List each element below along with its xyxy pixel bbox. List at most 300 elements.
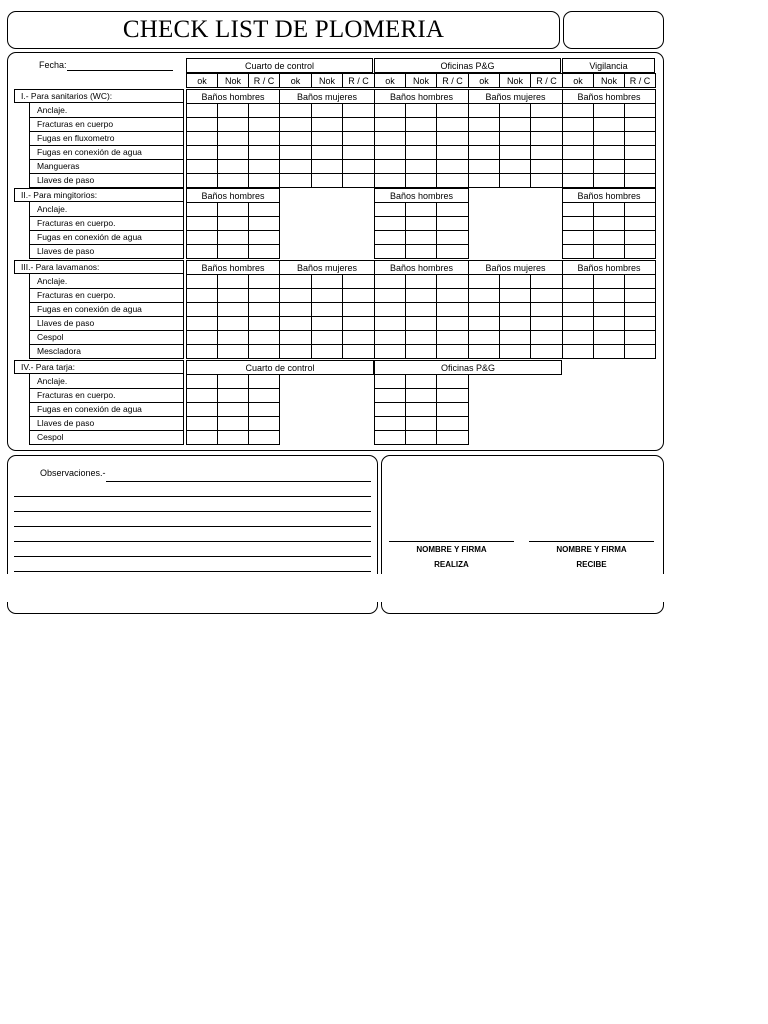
check-cell[interactable] xyxy=(279,103,312,118)
check-cell[interactable] xyxy=(279,330,312,345)
check-cell[interactable] xyxy=(279,131,312,146)
status-header-rc: R / C xyxy=(530,73,563,88)
check-cell[interactable] xyxy=(217,374,249,389)
check-cell[interactable] xyxy=(217,416,249,431)
check-cell[interactable] xyxy=(562,316,594,331)
check-cell[interactable] xyxy=(593,117,625,132)
check-cell[interactable] xyxy=(374,216,406,231)
check-cell[interactable] xyxy=(624,117,656,132)
check-cell[interactable] xyxy=(405,274,437,289)
item-label: Fugas en fluxometro xyxy=(29,131,184,146)
check-cell[interactable] xyxy=(562,202,594,217)
group-header: Baños hombres xyxy=(186,188,280,203)
check-cell[interactable] xyxy=(593,230,625,245)
observaciones-line-1[interactable] xyxy=(14,496,371,497)
check-cell[interactable] xyxy=(624,202,656,217)
check-cell[interactable] xyxy=(342,145,375,160)
status-header-ok: ok xyxy=(562,73,594,88)
check-cell[interactable] xyxy=(374,244,406,259)
check-cell[interactable] xyxy=(374,202,406,217)
recibe-signature-line[interactable] xyxy=(529,541,654,542)
group-header: Oficinas P&G xyxy=(374,360,562,375)
check-cell[interactable] xyxy=(186,230,218,245)
check-cell[interactable] xyxy=(311,145,343,160)
check-cell[interactable] xyxy=(468,103,500,118)
check-cell[interactable] xyxy=(217,216,249,231)
check-cell[interactable] xyxy=(186,330,218,345)
check-cell[interactable] xyxy=(562,344,594,359)
section-title: I.- Para sanitarios (WC): xyxy=(14,89,184,103)
check-cell[interactable] xyxy=(279,145,312,160)
check-cell[interactable] xyxy=(248,344,280,359)
check-cell[interactable] xyxy=(342,131,375,146)
check-cell[interactable] xyxy=(405,103,437,118)
check-cell[interactable] xyxy=(186,159,218,174)
check-cell[interactable] xyxy=(593,159,625,174)
check-cell[interactable] xyxy=(436,202,469,217)
item-label: Fracturas en cuerpo. xyxy=(29,388,184,403)
item-label: Mescladora xyxy=(29,344,184,359)
check-cell[interactable] xyxy=(374,145,406,160)
check-cell[interactable] xyxy=(562,230,594,245)
observaciones-line-4[interactable] xyxy=(14,541,371,542)
check-cell[interactable] xyxy=(374,330,406,345)
check-cell[interactable] xyxy=(311,131,343,146)
check-cell[interactable] xyxy=(374,416,406,431)
check-cell[interactable] xyxy=(342,316,375,331)
check-cell[interactable] xyxy=(499,103,531,118)
check-cell[interactable] xyxy=(186,202,218,217)
check-cell[interactable] xyxy=(405,330,437,345)
check-cell[interactable] xyxy=(562,330,594,345)
check-cell[interactable] xyxy=(405,316,437,331)
check-cell[interactable] xyxy=(311,159,343,174)
check-cell[interactable] xyxy=(248,330,280,345)
check-cell[interactable] xyxy=(530,316,563,331)
check-cell[interactable] xyxy=(311,288,343,303)
check-cell[interactable] xyxy=(405,302,437,317)
check-cell[interactable] xyxy=(530,145,563,160)
check-cell[interactable] xyxy=(217,288,249,303)
check-cell[interactable] xyxy=(468,302,500,317)
check-cell[interactable] xyxy=(279,344,312,359)
check-cell[interactable] xyxy=(217,173,249,188)
check-cell[interactable] xyxy=(217,202,249,217)
item-label: Mangueras xyxy=(29,159,184,174)
check-cell[interactable] xyxy=(405,416,437,431)
check-cell[interactable] xyxy=(405,430,437,445)
check-cell[interactable] xyxy=(405,216,437,231)
check-cell[interactable] xyxy=(186,374,218,389)
check-cell[interactable] xyxy=(374,388,406,403)
check-cell[interactable] xyxy=(186,288,218,303)
check-cell[interactable] xyxy=(436,302,469,317)
item-label: Anclaje. xyxy=(29,274,184,289)
check-cell[interactable] xyxy=(217,316,249,331)
check-cell[interactable] xyxy=(468,117,500,132)
check-cell[interactable] xyxy=(436,430,469,445)
check-cell[interactable] xyxy=(624,216,656,231)
status-header-ok: ok xyxy=(186,73,218,88)
check-cell[interactable] xyxy=(530,159,563,174)
check-cell[interactable] xyxy=(436,173,469,188)
check-cell[interactable] xyxy=(530,288,563,303)
check-cell[interactable] xyxy=(624,344,656,359)
check-cell[interactable] xyxy=(248,103,280,118)
check-cell[interactable] xyxy=(530,117,563,132)
check-cell[interactable] xyxy=(186,416,218,431)
check-cell[interactable] xyxy=(499,274,531,289)
check-cell[interactable] xyxy=(374,288,406,303)
check-cell[interactable] xyxy=(342,288,375,303)
check-cell[interactable] xyxy=(217,430,249,445)
check-cell[interactable] xyxy=(217,117,249,132)
group-header: Baños mujeres xyxy=(468,89,563,104)
fecha-line[interactable] xyxy=(67,70,173,71)
check-cell[interactable] xyxy=(562,173,594,188)
check-cell[interactable] xyxy=(374,131,406,146)
check-cell[interactable] xyxy=(374,173,406,188)
check-cell[interactable] xyxy=(186,216,218,231)
check-cell[interactable] xyxy=(405,145,437,160)
check-cell[interactable] xyxy=(279,117,312,132)
check-cell[interactable] xyxy=(217,330,249,345)
check-cell[interactable] xyxy=(593,173,625,188)
check-cell[interactable] xyxy=(374,302,406,317)
observaciones-line-3[interactable] xyxy=(14,526,371,527)
check-cell[interactable] xyxy=(562,274,594,289)
check-cell[interactable] xyxy=(530,173,563,188)
check-cell[interactable] xyxy=(405,344,437,359)
check-cell[interactable] xyxy=(279,173,312,188)
check-cell[interactable] xyxy=(374,274,406,289)
check-cell[interactable] xyxy=(499,117,531,132)
check-cell[interactable] xyxy=(311,117,343,132)
check-cell[interactable] xyxy=(436,274,469,289)
observaciones-line-0[interactable] xyxy=(106,481,371,482)
check-cell[interactable] xyxy=(436,388,469,403)
check-cell[interactable] xyxy=(593,344,625,359)
check-cell[interactable] xyxy=(405,288,437,303)
check-cell[interactable] xyxy=(217,302,249,317)
check-cell[interactable] xyxy=(593,302,625,317)
check-cell[interactable] xyxy=(374,402,406,417)
check-cell[interactable] xyxy=(248,374,280,389)
check-cell[interactable] xyxy=(499,302,531,317)
check-cell[interactable] xyxy=(499,173,531,188)
check-cell[interactable] xyxy=(593,274,625,289)
check-cell[interactable] xyxy=(405,402,437,417)
check-cell[interactable] xyxy=(405,159,437,174)
observaciones-line-6[interactable] xyxy=(14,571,371,572)
check-cell[interactable] xyxy=(436,216,469,231)
check-cell[interactable] xyxy=(405,131,437,146)
check-cell[interactable] xyxy=(499,344,531,359)
item-label: Llaves de paso xyxy=(29,244,184,259)
check-cell[interactable] xyxy=(311,330,343,345)
check-cell[interactable] xyxy=(436,103,469,118)
check-cell[interactable] xyxy=(405,117,437,132)
check-cell[interactable] xyxy=(593,288,625,303)
check-cell[interactable] xyxy=(593,103,625,118)
item-label: Anclaje. xyxy=(29,374,184,389)
check-cell[interactable] xyxy=(530,302,563,317)
observaciones-line-5[interactable] xyxy=(14,556,371,557)
check-cell[interactable] xyxy=(624,145,656,160)
check-cell[interactable] xyxy=(562,288,594,303)
title-side-box xyxy=(563,11,664,49)
check-cell[interactable] xyxy=(311,173,343,188)
item-label: Fugas en conexión de agua xyxy=(29,145,184,160)
check-cell[interactable] xyxy=(279,288,312,303)
check-cell[interactable] xyxy=(624,230,656,245)
check-cell[interactable] xyxy=(562,302,594,317)
status-header-nok: Nok xyxy=(217,73,249,88)
check-cell[interactable] xyxy=(186,402,218,417)
check-cell[interactable] xyxy=(374,344,406,359)
check-cell[interactable] xyxy=(186,316,218,331)
check-cell[interactable] xyxy=(468,274,500,289)
check-cell[interactable] xyxy=(624,274,656,289)
check-cell[interactable] xyxy=(186,344,218,359)
check-cell[interactable] xyxy=(186,173,218,188)
check-cell[interactable] xyxy=(186,244,218,259)
check-cell[interactable] xyxy=(562,145,594,160)
check-cell[interactable] xyxy=(499,316,531,331)
check-cell[interactable] xyxy=(436,416,469,431)
check-cell[interactable] xyxy=(562,117,594,132)
observaciones-line-2[interactable] xyxy=(14,511,371,512)
status-header-nok: Nok xyxy=(311,73,343,88)
check-cell[interactable] xyxy=(217,388,249,403)
check-cell[interactable] xyxy=(499,145,531,160)
check-cell[interactable] xyxy=(530,274,563,289)
check-cell[interactable] xyxy=(342,173,375,188)
check-cell[interactable] xyxy=(217,103,249,118)
check-cell[interactable] xyxy=(499,159,531,174)
check-cell[interactable] xyxy=(248,173,280,188)
check-cell[interactable] xyxy=(468,159,500,174)
check-cell[interactable] xyxy=(186,103,218,118)
check-cell[interactable] xyxy=(436,117,469,132)
check-cell[interactable] xyxy=(562,103,594,118)
check-cell[interactable] xyxy=(248,117,280,132)
check-cell[interactable] xyxy=(279,316,312,331)
check-cell[interactable] xyxy=(217,159,249,174)
group-header: Baños hombres xyxy=(186,260,280,275)
check-cell[interactable] xyxy=(311,274,343,289)
check-cell[interactable] xyxy=(217,145,249,160)
check-cell[interactable] xyxy=(248,131,280,146)
check-cell[interactable] xyxy=(468,316,500,331)
check-cell[interactable] xyxy=(530,103,563,118)
check-cell[interactable] xyxy=(436,288,469,303)
check-cell[interactable] xyxy=(279,302,312,317)
check-cell[interactable] xyxy=(436,374,469,389)
check-cell[interactable] xyxy=(248,244,280,259)
check-cell[interactable] xyxy=(248,274,280,289)
check-cell[interactable] xyxy=(624,330,656,345)
check-cell[interactable] xyxy=(374,103,406,118)
check-cell[interactable] xyxy=(342,344,375,359)
check-cell[interactable] xyxy=(624,288,656,303)
check-cell[interactable] xyxy=(499,330,531,345)
check-cell[interactable] xyxy=(593,316,625,331)
item-label: Fugas en conexión de agua xyxy=(29,402,184,417)
item-label: Fracturas en cuerpo. xyxy=(29,288,184,303)
check-cell[interactable] xyxy=(405,202,437,217)
check-cell[interactable] xyxy=(468,145,500,160)
check-cell[interactable] xyxy=(311,316,343,331)
check-cell[interactable] xyxy=(342,117,375,132)
check-cell[interactable] xyxy=(436,244,469,259)
check-cell[interactable] xyxy=(342,274,375,289)
item-label: Llaves de paso xyxy=(29,316,184,331)
check-cell[interactable] xyxy=(436,402,469,417)
check-cell[interactable] xyxy=(248,430,280,445)
page-title: CHECK LIST DE PLOMERIA xyxy=(122,16,445,43)
check-cell[interactable] xyxy=(248,302,280,317)
check-cell[interactable] xyxy=(405,244,437,259)
check-cell[interactable] xyxy=(186,145,218,160)
check-cell[interactable] xyxy=(436,159,469,174)
check-cell[interactable] xyxy=(530,344,563,359)
check-cell[interactable] xyxy=(436,131,469,146)
check-cell[interactable] xyxy=(217,344,249,359)
check-cell[interactable] xyxy=(248,145,280,160)
check-cell[interactable] xyxy=(468,173,500,188)
check-cell[interactable] xyxy=(248,388,280,403)
check-cell[interactable] xyxy=(593,330,625,345)
check-cell[interactable] xyxy=(624,244,656,259)
check-cell[interactable] xyxy=(374,159,406,174)
check-cell[interactable] xyxy=(562,131,594,146)
realiza-signature-line[interactable] xyxy=(389,541,514,542)
check-cell[interactable] xyxy=(217,131,249,146)
check-cell[interactable] xyxy=(248,402,280,417)
check-cell[interactable] xyxy=(436,316,469,331)
check-cell[interactable] xyxy=(248,230,280,245)
check-cell[interactable] xyxy=(374,230,406,245)
check-cell[interactable] xyxy=(405,388,437,403)
group-header: Baños hombres xyxy=(374,260,469,275)
recibe-name-label: NOMBRE Y FIRMA xyxy=(556,545,627,554)
status-header-rc: R / C xyxy=(248,73,280,88)
check-cell[interactable] xyxy=(593,202,625,217)
group-header: Baños mujeres xyxy=(468,260,563,275)
check-cell[interactable] xyxy=(217,244,249,259)
location-oficinas-pg: Oficinas P&G xyxy=(374,58,561,73)
item-label: Llaves de paso xyxy=(29,173,184,188)
status-header-nok: Nok xyxy=(593,73,625,88)
check-cell[interactable] xyxy=(562,216,594,231)
check-cell[interactable] xyxy=(374,316,406,331)
check-cell[interactable] xyxy=(186,388,218,403)
check-cell[interactable] xyxy=(186,117,218,132)
group-header: Baños mujeres xyxy=(279,260,375,275)
group-header: Baños hombres xyxy=(186,89,280,104)
page-break-band xyxy=(0,574,768,602)
check-cell[interactable] xyxy=(624,173,656,188)
check-cell[interactable] xyxy=(186,430,218,445)
check-cell[interactable] xyxy=(248,288,280,303)
check-cell[interactable] xyxy=(593,244,625,259)
check-cell[interactable] xyxy=(593,145,625,160)
check-cell[interactable] xyxy=(436,330,469,345)
realiza-name-label: NOMBRE Y FIRMA xyxy=(416,545,487,554)
check-cell[interactable] xyxy=(186,274,218,289)
check-cell[interactable] xyxy=(436,145,469,160)
check-cell[interactable] xyxy=(468,131,500,146)
check-cell[interactable] xyxy=(217,230,249,245)
check-cell[interactable] xyxy=(593,131,625,146)
check-cell[interactable] xyxy=(342,330,375,345)
title-box xyxy=(7,11,560,49)
check-cell[interactable] xyxy=(405,173,437,188)
check-cell[interactable] xyxy=(436,344,469,359)
check-cell[interactable] xyxy=(279,159,312,174)
status-header-rc: R / C xyxy=(436,73,469,88)
check-cell[interactable] xyxy=(624,302,656,317)
check-cell[interactable] xyxy=(468,344,500,359)
check-cell[interactable] xyxy=(405,374,437,389)
check-cell[interactable] xyxy=(374,430,406,445)
section-title: III.- Para lavamanos: xyxy=(14,260,184,274)
check-cell[interactable] xyxy=(311,103,343,118)
check-cell[interactable] xyxy=(624,316,656,331)
check-cell[interactable] xyxy=(217,274,249,289)
check-cell[interactable] xyxy=(499,288,531,303)
check-cell[interactable] xyxy=(624,103,656,118)
check-cell[interactable] xyxy=(374,374,406,389)
status-header-ok: ok xyxy=(468,73,500,88)
status-header-ok: ok xyxy=(279,73,312,88)
check-cell[interactable] xyxy=(624,159,656,174)
check-cell[interactable] xyxy=(311,302,343,317)
realiza-role-label: REALIZA xyxy=(434,560,469,569)
check-cell[interactable] xyxy=(593,216,625,231)
check-cell[interactable] xyxy=(248,159,280,174)
group-header: Baños hombres xyxy=(374,188,469,203)
check-cell[interactable] xyxy=(468,330,500,345)
check-cell[interactable] xyxy=(624,131,656,146)
check-cell[interactable] xyxy=(342,159,375,174)
check-cell[interactable] xyxy=(562,244,594,259)
check-cell[interactable] xyxy=(217,402,249,417)
check-cell[interactable] xyxy=(405,230,437,245)
check-cell[interactable] xyxy=(311,344,343,359)
group-header: Baños hombres xyxy=(374,89,469,104)
check-cell[interactable] xyxy=(248,202,280,217)
check-cell[interactable] xyxy=(530,330,563,345)
check-cell[interactable] xyxy=(279,274,312,289)
check-cell[interactable] xyxy=(436,230,469,245)
check-cell[interactable] xyxy=(562,159,594,174)
check-cell[interactable] xyxy=(186,302,218,317)
check-cell[interactable] xyxy=(342,103,375,118)
check-cell[interactable] xyxy=(468,288,500,303)
check-cell[interactable] xyxy=(499,131,531,146)
check-cell[interactable] xyxy=(374,117,406,132)
check-cell[interactable] xyxy=(248,316,280,331)
check-cell[interactable] xyxy=(248,416,280,431)
section-title: IV.- Para tarja: xyxy=(14,360,184,374)
group-header: Baños hombres xyxy=(562,260,656,275)
check-cell[interactable] xyxy=(342,302,375,317)
check-cell[interactable] xyxy=(186,131,218,146)
check-cell[interactable] xyxy=(248,216,280,231)
check-cell[interactable] xyxy=(530,131,563,146)
